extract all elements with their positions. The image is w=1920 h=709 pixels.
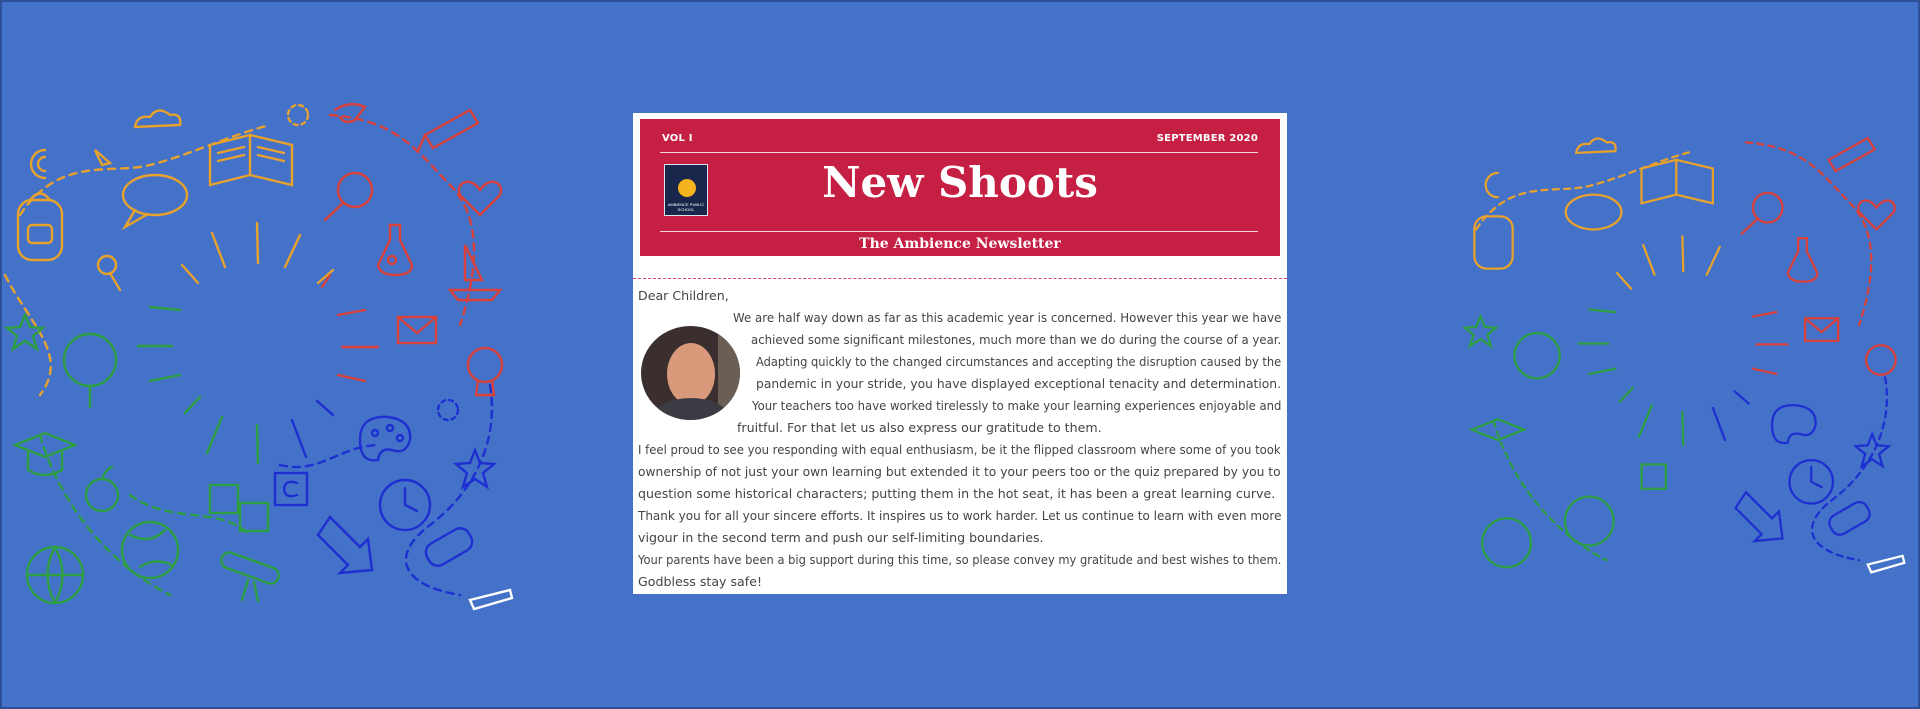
star-icon-blue bbox=[456, 450, 494, 487]
letter-line: fruitful. For that let us also express our gratitude to them. bbox=[737, 420, 1102, 435]
principal-photo bbox=[641, 326, 740, 420]
envelope-icon bbox=[398, 317, 436, 343]
speech-bubble-icon bbox=[1566, 195, 1622, 230]
issue-date: SEPTEMBER 2020 bbox=[1156, 133, 1258, 144]
tree-icon bbox=[1514, 333, 1559, 378]
blocks-icon bbox=[1641, 464, 1665, 488]
eraser-icon bbox=[1826, 499, 1873, 538]
tree-icon bbox=[64, 334, 116, 407]
globe-icon bbox=[122, 522, 178, 578]
letter-line: vigour in the second term and push our self-limiting boundaries. bbox=[638, 530, 1044, 545]
salutation: Dear Children, bbox=[638, 288, 729, 303]
dashed-path-green bbox=[40, 435, 170, 595]
envelope-icon bbox=[1805, 318, 1838, 341]
newsletter-card bbox=[633, 113, 1287, 594]
backpack-icon bbox=[18, 194, 62, 261]
clock-icon bbox=[1789, 460, 1833, 504]
letter-line: Adapting quickly to the changed circumstances and accepting the disruption caused by the bbox=[756, 354, 1282, 369]
letter-line: ownership of not just your own learning but extended it to your peers too or the quiz prepared by you to bbox=[638, 464, 1281, 479]
sunburst-rays bbox=[182, 223, 333, 283]
dashed-path-green-2 bbox=[130, 495, 250, 535]
basketball-icon bbox=[1482, 518, 1531, 567]
clock-icon bbox=[380, 480, 430, 530]
newsletter-banner bbox=[640, 119, 1280, 256]
blocks-icon bbox=[210, 485, 268, 531]
basketball-icon bbox=[27, 547, 83, 603]
letter-line: pandemic in your stride, you have displayed exceptional tenacity and determination. bbox=[756, 376, 1282, 391]
boat-icon bbox=[450, 245, 500, 300]
letter-line: We are half way down as far as this academic year is concerned. However this year we have bbox=[733, 310, 1282, 325]
book-icon bbox=[210, 135, 292, 185]
magnet-icon bbox=[1486, 173, 1498, 197]
speech-bubble-icon bbox=[123, 175, 187, 227]
left-doodle-illustration bbox=[0, 95, 520, 635]
banner-rule bbox=[660, 152, 1258, 153]
pen-icon bbox=[1868, 556, 1905, 573]
letter-line: I feel proud to see you responding with equal enthusiasm, be it the flipped classroom where some of you took bbox=[638, 442, 1281, 457]
newsletter-title: New Shoots bbox=[822, 158, 1098, 207]
star-icon bbox=[1465, 316, 1496, 346]
dashed-path-blue bbox=[406, 385, 492, 595]
letter-line: Your parents have been a big support during this time, so please convey my gratitude and best wishes to them. bbox=[638, 552, 1282, 567]
blocks-c-icon bbox=[275, 473, 307, 505]
flask-icon bbox=[378, 225, 412, 275]
dashed-path-orange-2 bbox=[5, 275, 51, 395]
right-doodle-illustration bbox=[1450, 125, 1920, 595]
arrow-icon bbox=[1735, 492, 1782, 541]
magnet-icon bbox=[31, 150, 45, 178]
paint-palette-icon bbox=[360, 417, 410, 460]
pencil-icon bbox=[1829, 138, 1875, 171]
eraser-icon bbox=[422, 525, 476, 570]
diploma-icon bbox=[219, 550, 281, 601]
volume-label: VOL I bbox=[662, 133, 693, 144]
letter-line: Godbless stay safe! bbox=[638, 574, 763, 589]
pencil-tip-icon bbox=[95, 150, 110, 165]
newsletter-subtitle: The Ambience Newsletter bbox=[859, 236, 1061, 252]
flask-icon bbox=[1788, 238, 1818, 282]
apple-icon bbox=[86, 467, 118, 511]
pen-icon bbox=[470, 590, 512, 609]
letter-line: question some historical characters; putting them in the hot seat, it has been a great learning curve. bbox=[638, 486, 1276, 501]
magnifier-icon bbox=[325, 173, 372, 220]
letter-line: Your teachers too have worked tirelessly to make your learning experiences enjoyable and bbox=[752, 398, 1282, 413]
banner-rule bbox=[660, 231, 1258, 232]
book-icon bbox=[1641, 160, 1712, 204]
star-icon-blue bbox=[1856, 434, 1889, 466]
cloud-icon bbox=[1576, 138, 1615, 152]
paint-palette-icon bbox=[1772, 405, 1816, 443]
letter-line: Thank you for all your sincere efforts. It inspires us to work harder. Let us continue to learn with even more bbox=[638, 508, 1282, 523]
lightbulb-icon bbox=[468, 348, 502, 395]
magnifier-icon bbox=[1742, 193, 1783, 234]
star-icon bbox=[7, 315, 43, 349]
logo-text: AMBIENCE PUBLIC SCHOOL bbox=[667, 202, 705, 212]
arrow-icon bbox=[318, 517, 372, 573]
letter-line: achieved some significant milestones, much more than we do during the course of a year. bbox=[751, 332, 1282, 347]
pencil-icon bbox=[418, 110, 478, 151]
push-pin-icon bbox=[98, 256, 120, 290]
lightbulb-icon bbox=[1866, 345, 1896, 375]
dashed-divider bbox=[633, 278, 1287, 279]
cloud-icon bbox=[135, 110, 180, 127]
globe-icon bbox=[1565, 497, 1614, 546]
